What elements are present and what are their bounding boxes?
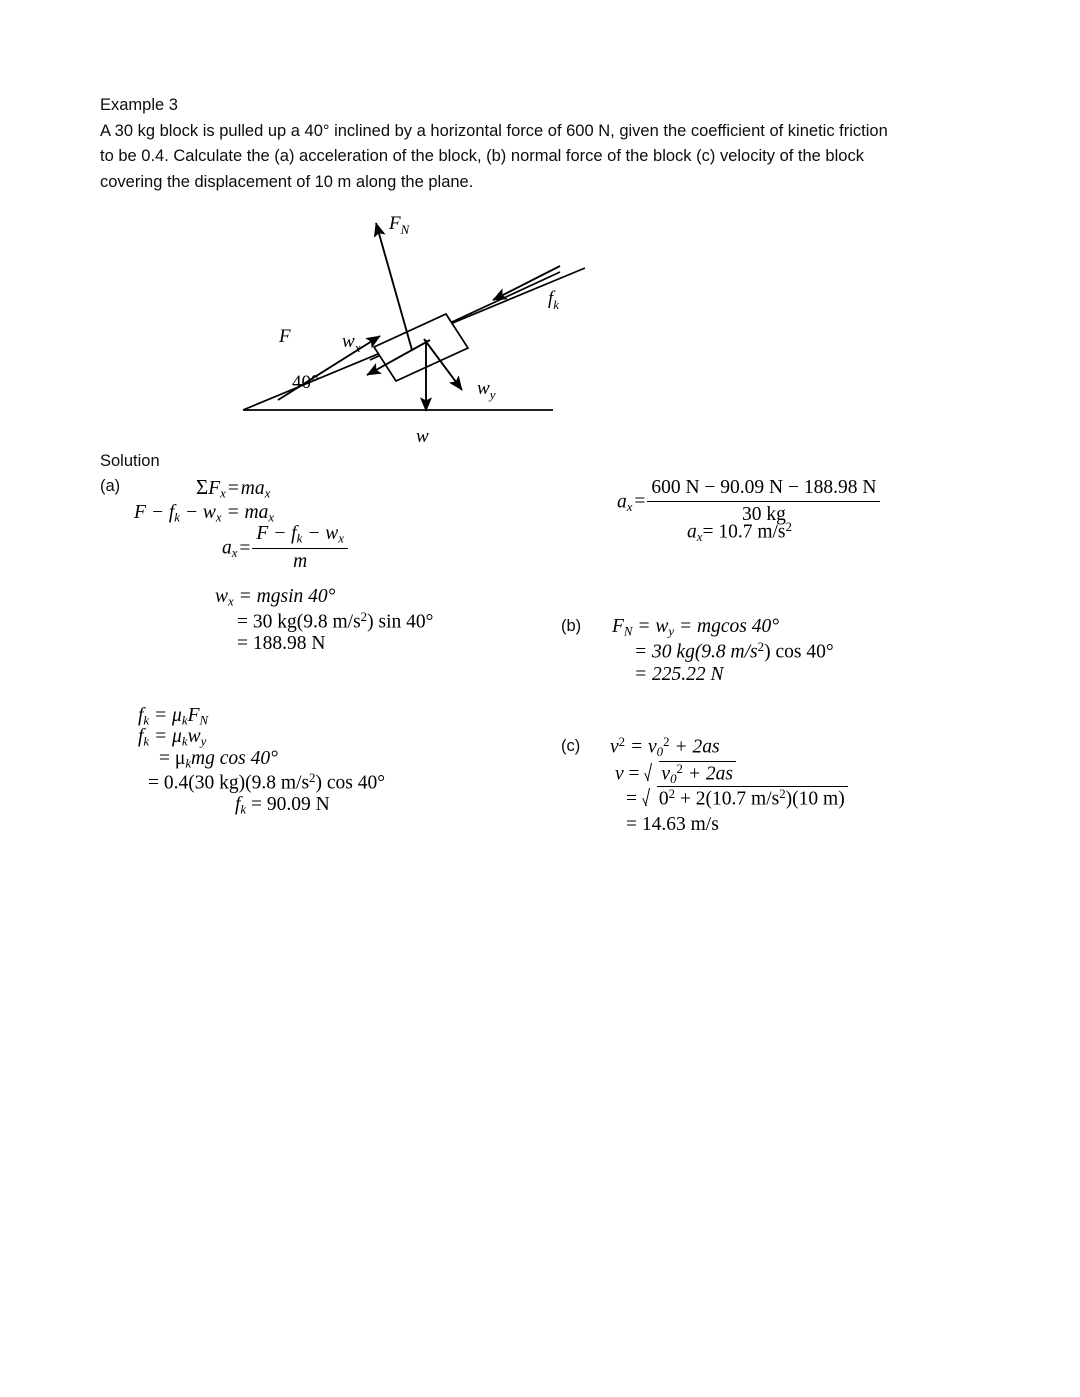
label-applied-force: F [279,326,291,347]
equation-fk-line2: $f_k = \mu_kw_y$ [138,726,207,749]
part-a-label: (a) [100,477,121,495]
equation-v-sqrt: $v = v_0^2 + 2as$ [615,761,736,787]
equation-fn-result: = 225.22 N [634,664,724,685]
problem-line-3: covering the displacement of 10 m along the plane. [100,172,474,191]
equation-fn-line2: = 30 kg(9.8 $m/s^2$) cos 40° [634,640,834,663]
problem-statement [100,93,980,195]
label-weight-x: $w_x$ [342,331,361,355]
equation-fk-line3: = $\mu_kmg$ cos 40° [159,748,278,771]
equation-sum-fx: $\Sigma F_x=ma_x$ [196,475,271,501]
label-normal-force: $F_N$ [389,213,410,237]
equation-fk-line4: = 0.4(30 kg)(9.8 $m/s^2$) cos 40° [148,771,386,794]
equation-fk-line1: $f_k = \mu_kF_N$ [138,705,209,728]
label-friction: $f_k$ [548,288,560,312]
equation-fk-result: $f_k = 90.09$ N [235,794,330,817]
free-body-diagram [230,200,620,455]
equation-v-result: = 14.63 m/s [626,814,719,835]
label-weight-y: $w_y$ [477,378,496,402]
equation-v-substitution: = $0^2 + 2(10.7$ $m/s^2)(10$ m) [626,786,848,810]
equation-ax-substitution: $a_x=$ $\frac{600 N - 90.09 N - 188.98 N}{30 kg}$ [617,477,880,529]
equation-fn-line1: $F_N = w_y = mgcos$ 40° [612,616,780,639]
normal-force-arrow [376,223,412,350]
equation-ax-formula: $a_x=$ $\frac{F - f_k - w_x}{m}$ [222,523,348,575]
block-rectangle [374,314,468,381]
problem-line-1: A 30 kg block is pulled up a 40° inclined by a horizontal force of 600 N, given the coefficient of kinetic friction [100,121,888,140]
part-c-label: (c) [561,737,581,755]
label-weight: w [416,426,429,447]
example-title: Example 3 [100,96,178,114]
label-incline-angle: 40° [292,372,319,393]
equation-wx-line1: $w_x = mgsin$ 40° [215,586,336,609]
equation-wx-result: = 188.98 N [237,633,326,654]
equation-v-kinematic: $v^2 = v_0^2 + 2as$ [610,735,720,760]
equation-wx-line2: = 30 kg(9.8 $m/s^2$) sin 40° [237,610,434,633]
equation-ax-result: $a_x= 10.7$ $m/s^2$ [687,520,792,545]
problem-line-2: to be 0.4. Calculate the (a) acceleration of the block, (b) normal force of the block (c) velocity of the block [100,147,864,165]
solution-heading: Solution [100,452,160,470]
equation-force-balance-x: $F - f_k - w_x = ma_x$ [134,502,275,525]
part-b-label: (b) [561,617,582,635]
